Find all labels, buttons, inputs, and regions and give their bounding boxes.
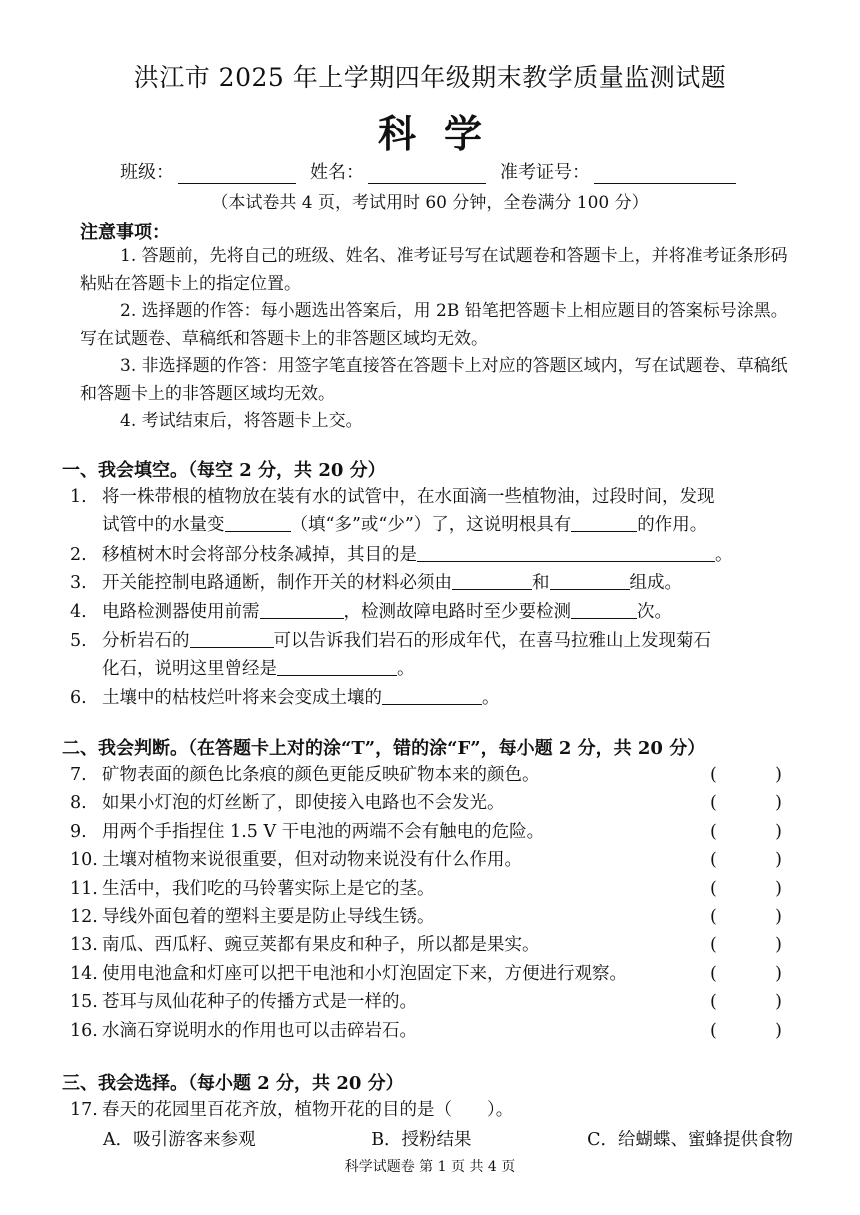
notice-item: 1. 答题前，先将自己的班级、姓名、准考证号写在试题卷和答题卡上，并将准考证条形码粘贴在答题卡上的指定位置。 xyxy=(80,246,788,294)
answer-blank[interactable] xyxy=(571,511,637,532)
page-footer: 科学试题卷 第 1 页 共 4 页 xyxy=(344,1159,516,1175)
judge-item: 12. 导线外面包着的塑料主要是防止导线生锈。 ( ) xyxy=(70,903,790,931)
question-2: 2. 移植树木时会将部分枝条减掉，其目的是 。 xyxy=(70,541,800,569)
question-17-options xyxy=(103,1126,793,1151)
answer-parens[interactable]: ( ) xyxy=(710,935,782,956)
name-blank[interactable] xyxy=(368,165,486,184)
answer-parens[interactable]: ( ) xyxy=(710,850,782,871)
judge-item: 11. 生活中，我们吃的马铃薯实际上是它的茎。 ( ) xyxy=(70,875,790,903)
judge-item: 16. 水滴石穿说明水的作用也可以击碎岩石。 ( ) xyxy=(70,1017,790,1045)
answer-blank[interactable] xyxy=(225,511,291,532)
section-choice-title: 三、我会选择。（每小题 2 分，共 20 分） xyxy=(62,1073,404,1094)
name-label: 姓名： xyxy=(310,162,364,183)
answer-blank[interactable] xyxy=(382,684,482,705)
subject-title: 科学 xyxy=(377,111,510,156)
answer-blank[interactable] xyxy=(550,569,630,590)
exam-meta: （本试卷共 4 页，考试用时 60 分钟，全卷满分 100 分） xyxy=(211,193,649,213)
question-3: 3. 开关能控制电路通断，制作开关的材料必须由 和 组成。 xyxy=(70,569,800,597)
judge-item: 7. 矿物表面的颜色比条痕的颜色更能反映矿物本来的颜色。 ( ) xyxy=(70,761,790,789)
option-c[interactable]: C．给蝴蝶、蜜蜂提供食物 xyxy=(587,1130,793,1150)
answer-blank[interactable] xyxy=(571,598,637,619)
answer-parens[interactable]: ( ) xyxy=(710,878,782,899)
exam-title: 洪江市 2025 年上学期四年级期末教学质量监测试题 xyxy=(133,63,727,92)
question-4: 4. 电路检测器使用前需 ，检测故障电路时至少要检测 次。 xyxy=(70,598,800,626)
judge-item: 9. 用两个手指捏住 1.5 V 干电池的两端不会有触电的危险。 ( ) xyxy=(70,818,790,846)
answer-parens[interactable]: ( ) xyxy=(710,765,782,785)
answer-blank[interactable] xyxy=(417,541,715,562)
notice-item: 2. 选择题的作答：每小题选出答案后，用 2B 铅笔把答题卡上相应题目的答案标号涂黑。写在试题卷、草稿纸和答题卡上的非答题区域均无效。 xyxy=(80,301,788,349)
question-17: 17. 春天的花园里百花齐放，植物开花的目的是（ ）。 xyxy=(70,1100,514,1120)
answer-blank[interactable] xyxy=(277,655,397,676)
judge-item: 8. 如果小灯泡的灯丝断了，即使接入电路也不会发光。 ( ) xyxy=(70,789,790,817)
exam-id-label: 准考证号： xyxy=(500,162,590,183)
answer-parens[interactable]: ( ) xyxy=(710,821,782,842)
judge-item: 14. 使用电池盒和灯座可以把干电池和小灯泡固定下来，方便进行观察。 ( ) xyxy=(70,960,790,988)
question-1: 1. 将一株带根的植物放在装有水的试管中，在水面滴一些植物油，过段时间，发现 试管中的水量变 （填“多”或“少”）了，这说明根具有 的作用。 xyxy=(70,487,715,535)
judge-item: 10. 土壤对植物来说很重要，但对动物来说没有什么作用。 ( ) xyxy=(70,846,790,874)
section-judge-title: 二、我会判断。（在答题卡上对的涂“T”，错的涂“F”，每小题 2 分，共 20 分） xyxy=(62,738,706,759)
notice-item: 4. 考试结束后，将答题卡上交。 xyxy=(120,411,363,431)
exam-id-blank[interactable] xyxy=(594,165,736,184)
answer-blank[interactable] xyxy=(190,627,274,648)
student-info-row xyxy=(120,158,750,184)
judge-item: 15. 苍耳与凤仙花种子的传播方式是一样的。 ( ) xyxy=(70,988,790,1016)
notice-item: 3. 非选择题的作答：用签字笔直接答在答题卡上对应的答题区域内，写在试题卷、草稿纸和答题卡上的非答题区域均无效。 xyxy=(80,356,788,404)
judge-item: 13. 南瓜、西瓜籽、豌豆荚都有果皮和种子，所以都是果实。 ( ) xyxy=(70,931,790,959)
answer-parens[interactable]: ( ) xyxy=(710,963,782,984)
class-label: 班级： xyxy=(120,162,174,183)
option-b[interactable]: B．授粉结果 xyxy=(371,1130,472,1150)
notice-title: 注意事项： xyxy=(80,222,170,243)
answer-blank[interactable] xyxy=(260,598,344,619)
class-blank[interactable] xyxy=(178,165,296,184)
option-a[interactable]: A．吸引游客来参观 xyxy=(103,1130,256,1150)
question-5: 5. 分析岩石的 可以告诉我们岩石的形成年代，在喜马拉雅山上发现菊石 化石，说明这里曾经是 。 xyxy=(70,627,800,683)
answer-parens[interactable]: ( ) xyxy=(710,1020,782,1041)
answer-parens[interactable]: ( ) xyxy=(710,992,782,1013)
section-fill-title: 一、我会填空。（每空 2 分，共 20 分） xyxy=(62,460,386,481)
answer-blank[interactable] xyxy=(452,569,532,590)
answer-parens[interactable]: ( ) xyxy=(710,907,782,927)
answer-parens[interactable]: ( ) xyxy=(710,793,782,814)
question-6: 6. 土壤中的枯枝烂叶将来会变成土壤的 。 xyxy=(70,684,800,712)
